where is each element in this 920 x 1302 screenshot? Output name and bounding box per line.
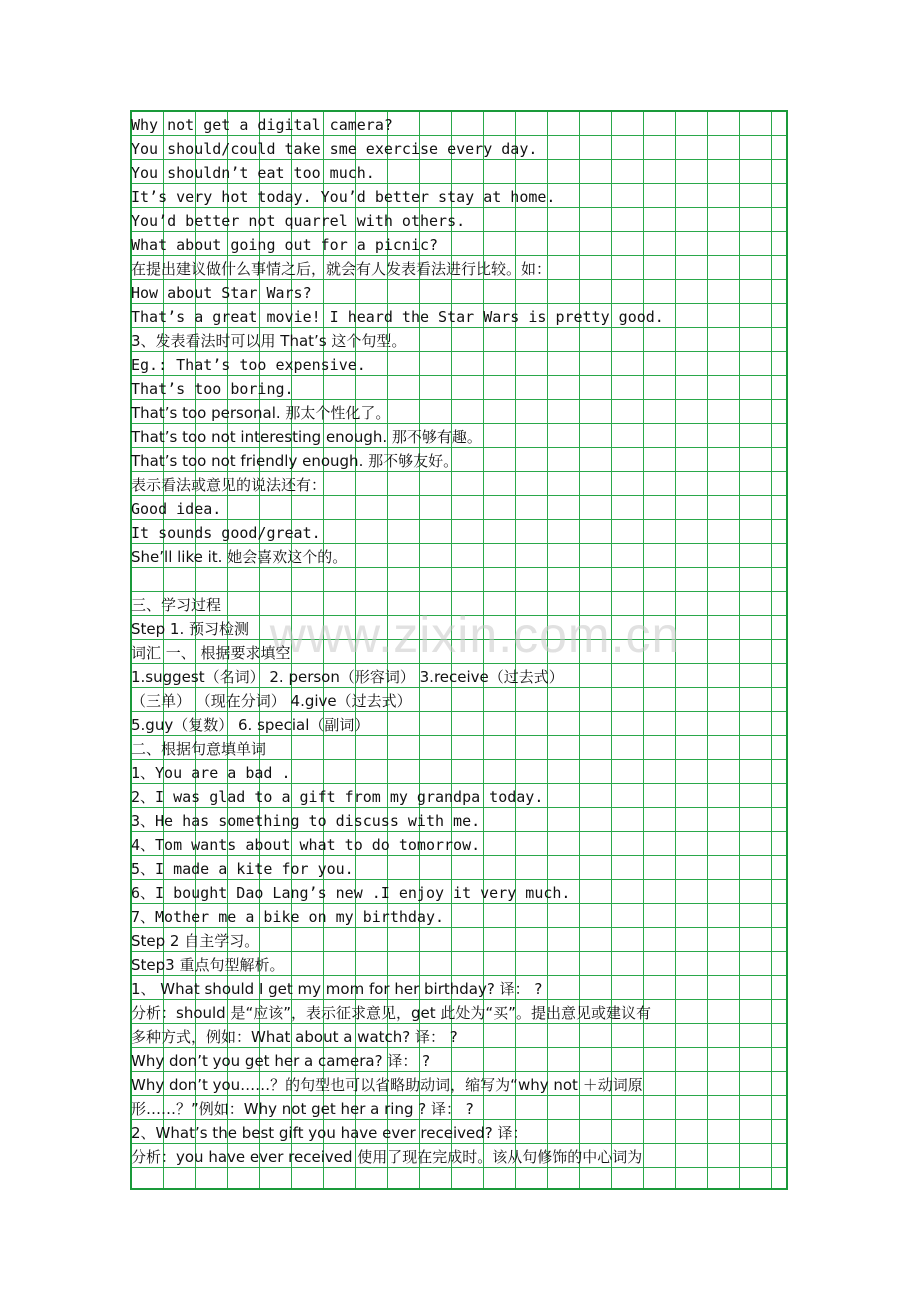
text-line: That’s a great movie! I heard the Star Wars is pretty good. [131, 308, 664, 326]
text-line: 3、发表看法时可以用 That’s 这个句型。 [131, 332, 407, 350]
text-line: Step3 重点句型解析。 [131, 956, 285, 974]
text-line: 2、What’s the best gift you have ever received? 译： [131, 1124, 528, 1142]
text-line: That’s too not friendly enough. 那不够友好。 [131, 452, 459, 470]
text-line: 1、 What should I get my mom for her birthday? 译： ? [131, 980, 543, 998]
text-line: You should/could take sme exercise every day. [131, 140, 538, 158]
text-line: 分析：you have ever received 使用了现在完成时。该从句修饰的中心词为 [131, 1148, 643, 1166]
watermark: www.zixin.com.cn [269, 607, 681, 663]
text-line: 6、I bought Dao Lang’s new .I enjoy it very much. [131, 884, 571, 902]
text-line: Good idea. [131, 500, 222, 518]
text-line: 在提出建议做什么事情之后，就会有人发表看法进行比较。如： [131, 260, 552, 278]
document-text [131, 113, 791, 1169]
text-line: 三、学习过程 [131, 596, 222, 614]
text-line: That’s too not interesting enough. 那不够有趣。 [131, 428, 482, 446]
text-line: 分析：should 是“应该”，表示征求意见，get 此处为“买”。提出意见或建议有 [131, 1004, 651, 1022]
text-line: Eg.: That’s too expensive. [131, 356, 366, 374]
text-line: 1.suggest（名词） 2. person（形容词） 3.receive（过去式） [131, 668, 564, 686]
text-line: That’s too personal. 那太个性化了。 [131, 404, 391, 422]
text-line: 词汇 一、 根据要求填空 [131, 644, 291, 662]
text-line: 2、I was glad to a gift from my grandpa today. [131, 788, 544, 806]
text-line: 4、Tom wants about what to do tomorrow. [131, 836, 481, 854]
text-line: 表示看法或意见的说法还有： [131, 476, 327, 494]
text-line: 5、I made a kite for you. [131, 860, 354, 878]
text-line: 二、根据句意填单词 [131, 740, 267, 758]
text-line: 7、Mother me a bike on my birthday. [131, 908, 445, 926]
text-line: （三单） （现在分词） 4.give（过去式） [131, 692, 412, 710]
text-line: 3、He has something to discuss with me. [131, 812, 481, 830]
text-line: Why don’t you……？的句型也可以省略助动词，缩写为“why not ＋动词原 [131, 1076, 643, 1094]
text-line: 5.guy（复数） 6. special（副词） [131, 716, 370, 734]
text-line: What about going out for a picnic? [131, 236, 439, 254]
text-line: She’ll like it. 她会喜欢这个的。 [131, 548, 348, 566]
text-line: 多种方式，例如：What about a watch? 译： ? [131, 1028, 458, 1046]
text-line: Why don’t you get her a camera? 译： ? [131, 1052, 431, 1070]
text-line: It sounds good/great. [131, 524, 321, 542]
text-line: 1、You are a bad . [131, 764, 291, 782]
text-line: It’s very hot today. You’d better stay at home. [131, 188, 556, 206]
text-line: Why not get a digital camera? [131, 116, 393, 134]
text-line: Step 1. 预习检测 [131, 620, 250, 638]
text-line [131, 569, 791, 593]
text-line: You shouldn’t eat too much. [131, 164, 375, 182]
text-line: 形……？”例如：Why not get her a ring ? 译： ? [131, 1100, 474, 1118]
text-line: How about Star Wars? [131, 284, 312, 302]
text-line: You’d better not quarrel with others. [131, 212, 466, 230]
text-line: That’s too boring. [131, 380, 294, 398]
text-line: Step 2 自主学习。 [131, 932, 260, 950]
